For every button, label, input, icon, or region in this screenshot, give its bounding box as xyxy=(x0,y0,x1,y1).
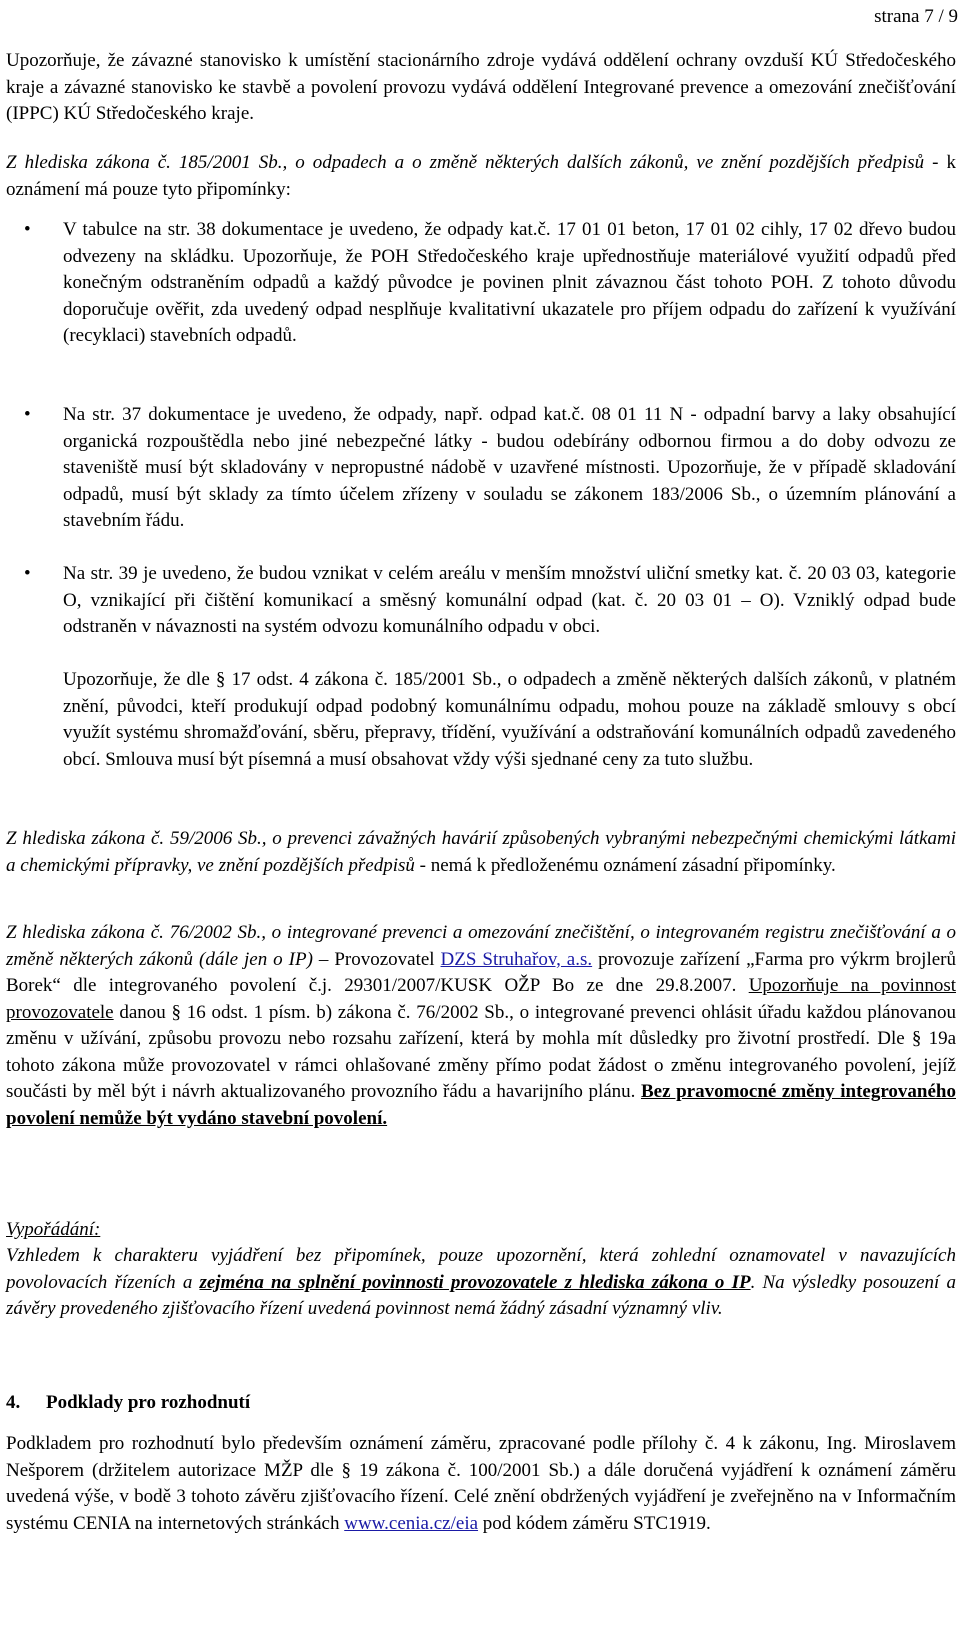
section-heading xyxy=(6,1390,956,1417)
waste-remarks-list xyxy=(6,217,956,350)
section-title: Podklady pro rozhodnutí xyxy=(46,1392,251,1413)
bullet-icon: • xyxy=(24,404,31,425)
air-protection-note: Upozorňuje, že závazné stanovisko k umístění stacionárního zdroje vydává oddělení ochrany ovzduší KÚ Středočeského kraje a závazné stanovisko ke stavbě a povolení provozu vydává oddělení Integrované prevence a omezování znečišťování (IPPC) KÚ Středočeského kraje. xyxy=(6,50,956,124)
ipp-law-title: Z hlediska zákona č. 76/2002 Sb., o integrované prevenci a omezování znečištění, o integrovaném registru znečišťování a o změně některých zákonů (dále jen o IP) – xyxy=(6,922,956,970)
waste-remarks-list-3 xyxy=(6,561,956,641)
operator-link[interactable]: DZS Struhařov, a.s. xyxy=(440,948,593,970)
bullet-icon: • xyxy=(24,219,31,240)
municipal-waste-note: Upozorňuje, že dle § 17 odst. 4 zákona č. 185/2001 Sb., o odpadech a změně některých dalších zákonů, v platném znění, původci, kteří produkují odpad podobný komunálnímu odpadu, mohou pouze na základě smlouvy s obcí využít systému shromažďování, sběru, přepravy, třídění, využívání a odstraňování komunálních odpadů zavedeného obcí. Smlouva musí být písemná a musí obsahovat vždy výši sjednané ceny za tuto službu. xyxy=(63,669,956,770)
section4-paragraph xyxy=(6,1431,956,1537)
settlement-title-text: Vypořádání: xyxy=(6,1219,101,1240)
accidents-law-title: Z hlediska zákona č. 59/2006 Sb., o prevenci závažných havárií způsobených vybranými nebezpečnými chemickými látkami a chemickými přípravky, ve znění pozdějších předpisů xyxy=(6,828,956,876)
list-item xyxy=(6,402,956,535)
ipp-building-permit-warning: Bez pravomocné změny integrovaného povolení nemůže být vydáno stavební povolení. xyxy=(6,1081,956,1129)
settlement-text-1: Vzhledem k charakteru vyjádření bez připomínek, pouze upozornění, která zohlední oznamovatel v navazujících povolovacích řízeních a xyxy=(6,1245,956,1293)
waste-law-title: Z hlediska zákona č. 185/2001 Sb., o odpadech a o změně některých dalších zákonů, ve znění pozdějších předpisů xyxy=(6,152,925,173)
bullet-icon: • xyxy=(24,563,31,584)
settlement-emphasis: zejména na splnění povinnosti provozovatele z hlediska zákona o IP xyxy=(199,1271,751,1293)
ipp-obligation-underlined: Upozorňuje na povinnost provozovatele xyxy=(6,975,956,1023)
section4-text-2: pod kódem záměru STC1919. xyxy=(478,1512,711,1534)
ipp-law-paragraph xyxy=(6,920,956,1132)
settlement-text-2: . Na výsledky posouzení a závěry provedeného zjišťovacího řízení uvedená povinnost nemá žádný zásadní významný vliv. xyxy=(6,1271,956,1319)
page-number: strana 7 / 9 xyxy=(874,6,958,27)
section-number: 4. xyxy=(6,1392,21,1413)
settlement-paragraph xyxy=(6,1243,956,1323)
list-item xyxy=(6,561,956,641)
waste-law-heading xyxy=(6,150,956,203)
accidents-law-paragraph xyxy=(6,826,956,879)
waste-law-intro: - k oznámení má pouze tyto připomínky: xyxy=(6,152,957,200)
list-item xyxy=(6,217,956,350)
list-item-text: Na str. 39 je uvedeno, že budou vznikat v celém areálu v menším množství uliční smetky kat. č. 20 03 03, kategorie O, vznikající při čištění komunikací a směsný komunální odpad (kat. č. 20 03 01 – O). Vzniklý odpad bude odstraněn v návaznosti na systém odvozu komunálního odpadu v obci. xyxy=(63,563,956,637)
cenia-link[interactable]: www.cenia.cz/eia xyxy=(344,1512,479,1534)
list-item-text: V tabulce na str. 38 dokumentace je uvedeno, že odpady kat.č. 17 01 01 beton, 17 01 02 cihly, 17 02 dřevo budou odvezeny na skládku. Upozorňuje, že POH Středočeského kraje upřednostňuje materiálové využití odpadů před konečným odstraněním odpadů a každý původce je povinen plnit závaznou část tohoto POH. Z tohoto důvodu doporučuje ověřit, zda uvedený odpad nesplňuje kvalitativní ukazatele pro příjem odpadu do zařízení k využívání (recyklaci) stavebních odpadů. xyxy=(63,219,956,346)
ipp-text-3: danou § 16 odst. 1 písm. b) zákona č. 76/2002 Sb., o integrované prevenci ohlásit úřadu každou plánovanou změnu v užívání, způsobu provozu nebo rozsahu zařízení, která by mohla mít důsledky pro životní prostředí. Dle § 19a tohoto zákona může provozovatel v rámci ohlašované změny přímo podat žádost o změnu integrovaného povolení, jejíž součásti by měl být i návrh aktualizovaného provozního řádu a havarijního plánu. xyxy=(6,1001,956,1102)
accidents-law-text: - nemá k předloženému oznámení zásadní připomínky. xyxy=(414,854,836,876)
list-item-text: Na str. 37 dokumentace je uvedeno, že odpady, např. odpad kat.č. 08 01 11 N - odpadní barvy a laky obsahující organická rozpouštědla nebo jiné nebezpečné látky - budou odebírány odbornou firmou a do doby odvozu ze staveniště musí být skladovány v nepropustné nádobě v uzavřené místnosti. Upozorňuje, že v případě skladování odpadů, musí být sklady za tímto účelem zřízeny v souladu se zákonem 183/2006 Sb., o územním plánování a stavebním řádu. xyxy=(63,404,956,531)
section4-text-1: Podkladem pro rozhodnutí bylo především oznámení záměru, zpracované podle přílohy č. 4 k zákonu, Ing. Miroslavem Nešporem (držitelem autorizace MŽP dle § 19 zákona č. 100/2001 Sb.) a dále doručená vyjádření k oznámení záměru uvedená výše, v bodě 3 tohoto závěru zjišťovacího řízení. Celé znění obdržených vyjádření je zveřejněno na v Informačním systému CENIA na internetových stránkách xyxy=(6,1433,956,1534)
settlement-title xyxy=(6,1217,956,1244)
ipp-text-1: Provozovatel xyxy=(328,948,441,970)
ipp-text-2: provozuje zařízení „Farma pro výkrm brojlerů Borek“ dle integrovaného povolení č.j. 29301/2007/KUSK OŽP Bo ze dne 29.8.2007. xyxy=(6,948,957,996)
waste-remarks-list-2 xyxy=(6,402,956,535)
